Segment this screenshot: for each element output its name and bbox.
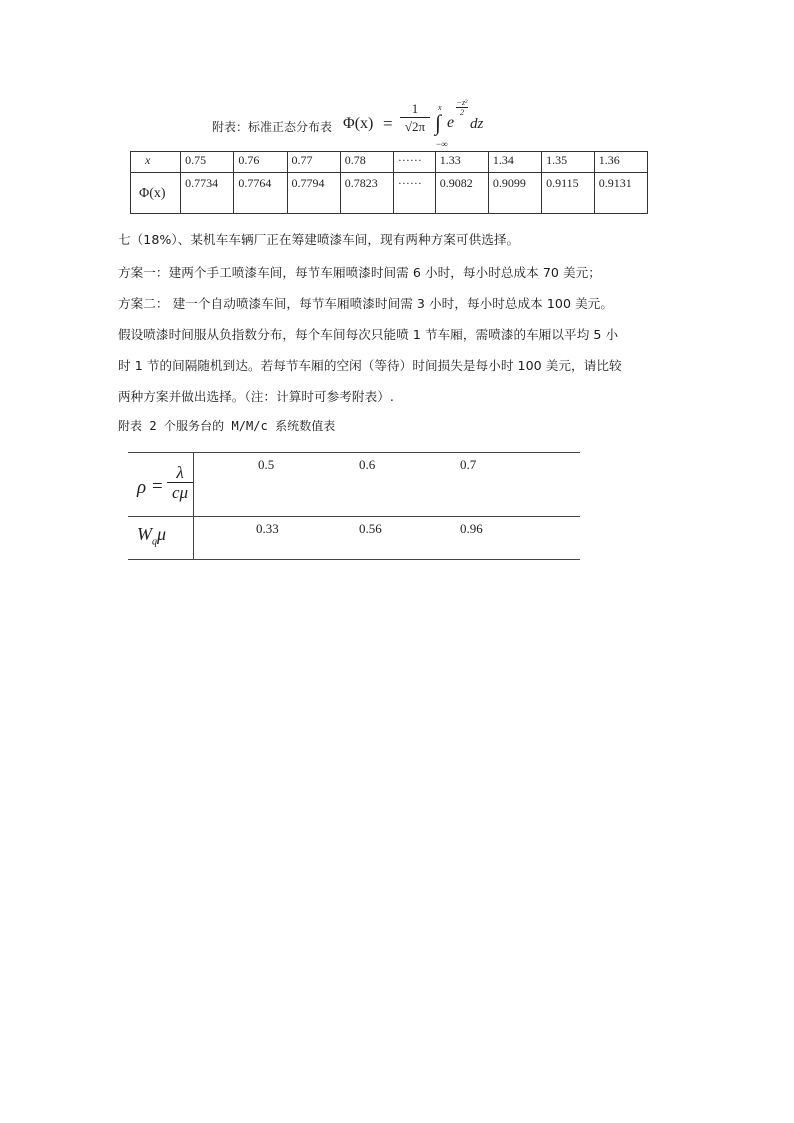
wq-subscript: q [152,536,157,548]
exponential-e: e [447,114,455,131]
rho-value: 0.5 [258,457,275,472]
integral-upper-limit: x [438,103,442,112]
plan-one: 方案一：建两个手工喷漆车间，每节车厢喷漆时间需 6 小时，每小时总成本 70 美元； [118,265,601,280]
problem-heading: 七（18%）、某机车车辆厂正在筹建喷漆车间，现有两种方案可供选择。 [118,232,520,247]
fraction-numerator: 1 [411,101,419,116]
assumption-line: 时 1 节的间隔随机到达。若每节车厢的空闲（等待）时间损失是每小时 100 美元，请比较 [118,358,622,373]
table-divider [193,453,194,559]
phi-value: ······ [393,173,435,214]
integral-lower-limit: −∞ [436,139,448,149]
rho-value: 0.6 [359,457,376,472]
phi-header: Φ(x) [131,173,181,214]
x-value: 1.36 [594,152,647,173]
x-value: 0.76 [234,152,287,173]
table-row-phi [131,173,648,214]
phi-value: 0.7794 [287,173,340,214]
x-value: 1.34 [488,152,541,173]
x-value: 1.33 [435,152,488,173]
integral-sign: ∫ [435,110,442,135]
normal-table-caption [212,98,512,148]
phi-value: 0.7734 [181,173,234,214]
x-header: x [131,152,181,173]
mmc-table-caption: 附表 2 个服务台的 M/M/c 系统数值表 [118,419,336,433]
phi-value: 0.9099 [488,173,541,214]
question-line: 两种方案并做出选择。（注：计算时可参考附表）. [118,389,394,404]
caption-text: 附表：标准正态分布表 [212,120,333,134]
differential-dz: dz [470,116,484,132]
phi-value: 0.7764 [234,173,287,214]
exponent-sign: − [456,98,462,107]
wq-value: 0.33 [256,521,279,536]
fraction-one-over-root-two-pi [400,102,430,135]
rho-value: 0.7 [460,457,477,472]
exponent-numerator: z² [461,98,468,107]
phi-value: 0.7823 [340,173,393,214]
rho-fraction [167,463,193,502]
rho-numerator: λ [176,463,184,482]
phi-value: 0.9082 [435,173,488,214]
fraction-bar [400,117,430,118]
x-value: ······ [393,152,435,173]
plan-two: 方案二： 建一个自动喷漆车间，每节车厢喷漆时间需 3 小时，每小时总成本 100 美元。 [118,296,614,311]
x-value: 0.75 [181,152,234,173]
fraction-denominator: √2π [404,119,426,134]
rho-equals: = [152,476,163,497]
rho-symbol: ρ [137,477,147,498]
wq-mu-header [137,524,166,548]
rho-header [137,463,193,507]
phi-value: 0.9131 [594,173,647,214]
mmc-system-table [128,452,580,560]
table-divider [128,516,580,517]
wq-value: 0.56 [359,521,382,536]
x-value: 0.77 [287,152,340,173]
exponent-denominator: 2 [460,108,464,117]
x-value: 1.35 [542,152,595,173]
x-value: 0.78 [340,152,393,173]
phi-value: 0.9115 [542,173,595,214]
wq-letter: W [137,524,152,544]
wq-value: 0.96 [460,521,483,536]
equals-sign: = [383,114,393,133]
rho-denominator: cμ [171,483,189,502]
assumption-line: 假设喷漆时间服从负指数分布，每个车间每次只能喷 1 节车厢，需喷漆的车厢以平均 5 小 [118,327,619,342]
phi-of-x: Φ(x) [343,115,374,132]
wq-mu: μ [157,524,167,544]
table-row-x [131,152,648,173]
normal-distribution-table [130,151,648,214]
exponent [455,98,469,117]
